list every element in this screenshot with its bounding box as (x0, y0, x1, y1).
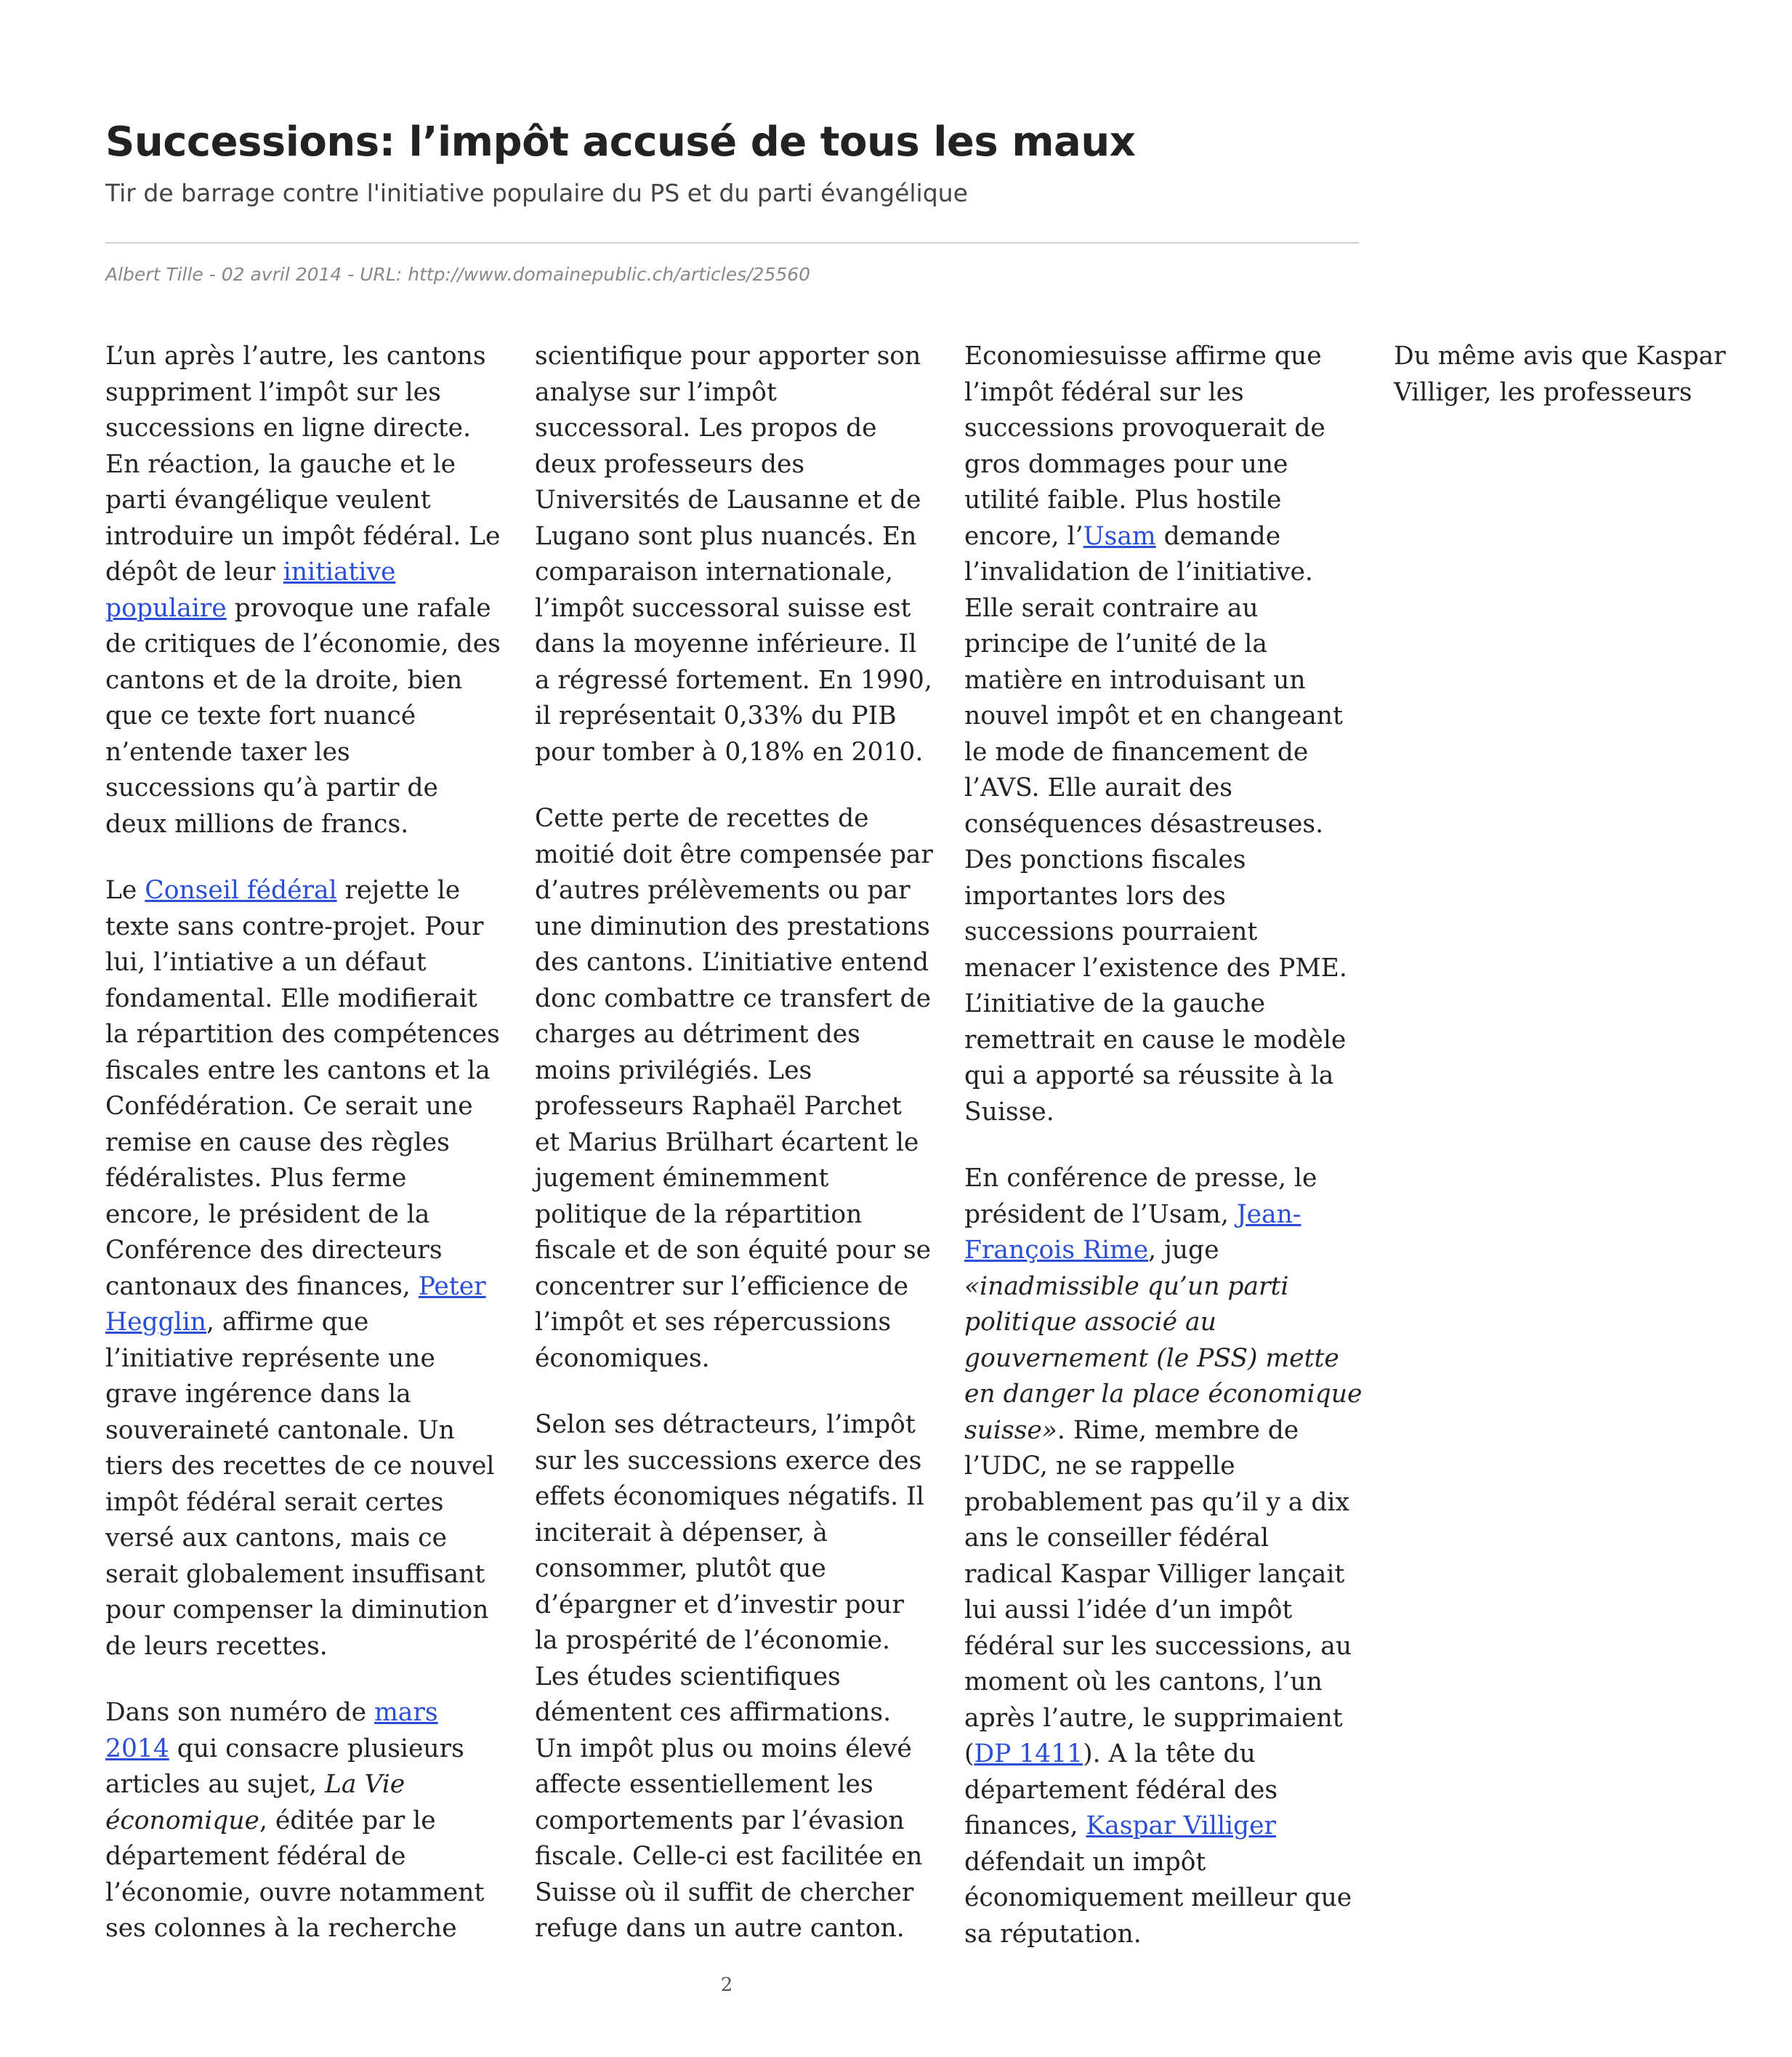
article-header (105, 116, 1359, 209)
dp-1411-link[interactable]: DP 1411 (974, 1739, 1083, 1768)
paragraph-2: Le Conseil fédéral rejette le texte sans contre-projet. Pour lui, l’intiative a un défaut fondamental. Elle modifierait la répartition des compétences fiscales entre les cantons et la Confédération. Ce serait une remise en cause des règles fédéralistes. Plus ferme encore, le président de la Conférence des directeurs cantonaux des finances, Peter Hegglin, affirme que l’initiative représente une grave ingérence dans la souveraineté cantonale. Un tiers des recettes de ce nouvel impôt fédéral serait certes versé aux cantons, mais ce serait globalement insuffisant pour compenser la diminution de leurs recettes. (105, 876, 500, 1661)
page-number: 2 (720, 1974, 733, 1996)
article-flow (105, 339, 1726, 1960)
mars-2014-link[interactable]: mars 2014 (105, 1698, 438, 1763)
jean-francois-rime-link[interactable]: Jean-François Rime (964, 1199, 1301, 1265)
peter-hegglin-link[interactable]: Peter Hegglin (105, 1271, 486, 1337)
article-body (105, 339, 1726, 1960)
paragraph-1: L’un après l’autre, les cantons suppriment l’impôt sur les successions en ligne directe. En réaction, la gauche et le parti évangélique veulent introduire un impôt fédéral. Le dépôt de leur initiative populaire provoque une rafale de critiques de l’économie, des cantons et de la droite, bien que ce texte fort nuancé n’entende taxer les successions qu’à partir de deux millions de francs. (105, 342, 501, 839)
article-meta: Albert Tille - 02 avril 2014 - URL: http://www.domainepublic.ch/articles/25560 (105, 264, 811, 285)
initiative-populaire-link[interactable]: initiative populaire (105, 557, 396, 623)
usam-link[interactable]: Usam (1083, 521, 1156, 551)
paragraph-4: Cette perte de recettes de moitié doit être compensée par d’autres prélèvements ou par une diminution des prestations des cantons. L’initiative entend donc combattre ce transfert de charges au détriment des moins privilégiés. Les professeurs Raphaël Parchet et Marius Brülhart écartent le jugement éminemment politique de la répartition fiscale et de son équité pour se concentrer sur l’efficience de l’impôt et ses répercussions économiques. (535, 804, 933, 1373)
paragraph-8: Du même avis que Kaspar Villiger, les professeurs (1394, 342, 1726, 407)
kaspar-villiger-link[interactable]: Kaspar Villiger (1086, 1811, 1277, 1840)
article-title: Successions: l’impôt accusé de tous les maux (105, 118, 1136, 166)
conseil-federal-link[interactable]: Conseil fédéral (145, 876, 337, 905)
header-divider (105, 242, 1359, 243)
paragraph-5: Selon ses détracteurs, l’impôt sur les successions exerce des effets économiques négatifs. Il inciterait à dépenser, à consommer, plutôt que d’épargner et d’investir pour la prospérité de l’économie. Les études scientifiques démentent ces affirmations. Un impôt plus ou moins élevé affecte essentiellement les comportements par l’évasion fiscale. Celle-ci est facilitée en Suisse où il suffit de chercher refuge dans un autre canton. (535, 1410, 924, 1943)
paragraph-3: Dans son numéro de mars 2014 qui consacre plusieurs articles au sujet, La Vie économique, éditée par le département fédéral de l’économie, ouvre notamment ses colonnes à la recherche scientifique pour apporter son analyse sur l’impôt successoral. Les propos de deux professeurs des Universités de Lausanne et de Lugano sont plus nuancés. En comparaison internationale, l’impôt successoral suisse est dans la moyenne inférieure. Il a régressé fortement. En 1990, il représentait 0,33% du PIB pour tomber à 0,18% en 2010. (105, 342, 932, 1943)
article-subtitle: Tir de barrage contre l'initiative populaire du PS et du parti évangélique (105, 179, 968, 207)
paragraph-6: Economiesuisse affirme que l’impôt fédéral sur les successions provoquerait de gros dommages pour une utilité faible. Plus hostile encore, l’Usam demande l’invalidation de l’initiative. Elle serait contraire au principe de l’unité de la matière en introduisant un nouvel impôt et en changeant le mode de financement de l’AVS. Elle aurait des conséquences désastreuses. Des ponctions fiscales importantes lors des successions pourraient menacer l’existence des PME. L’initiative de la gauche remettrait en cause le modèle qui a apporté sa réussite à la Suisse. (964, 342, 1347, 1127)
paragraph-7: En conférence de presse, le président de l’Usam, Jean-François Rime, juge «inadmissible qu’un parti politique associé au gouvernement (le PSS) mette en danger la place économique suisse». Rime, membre de l’UDC, ne se rappelle probablement pas qu’il y a dix ans le conseiller fédéral radical Kaspar Villiger lançait lui aussi l’idée d’un impôt fédéral sur les successions, au moment où les cantons, l’un après l’autre, le supprimaient (DP 1411). A la tête du département fédéral des finances, Kaspar Villiger défendait un impôt économiquement meilleur que sa réputation. (964, 1164, 1363, 1949)
